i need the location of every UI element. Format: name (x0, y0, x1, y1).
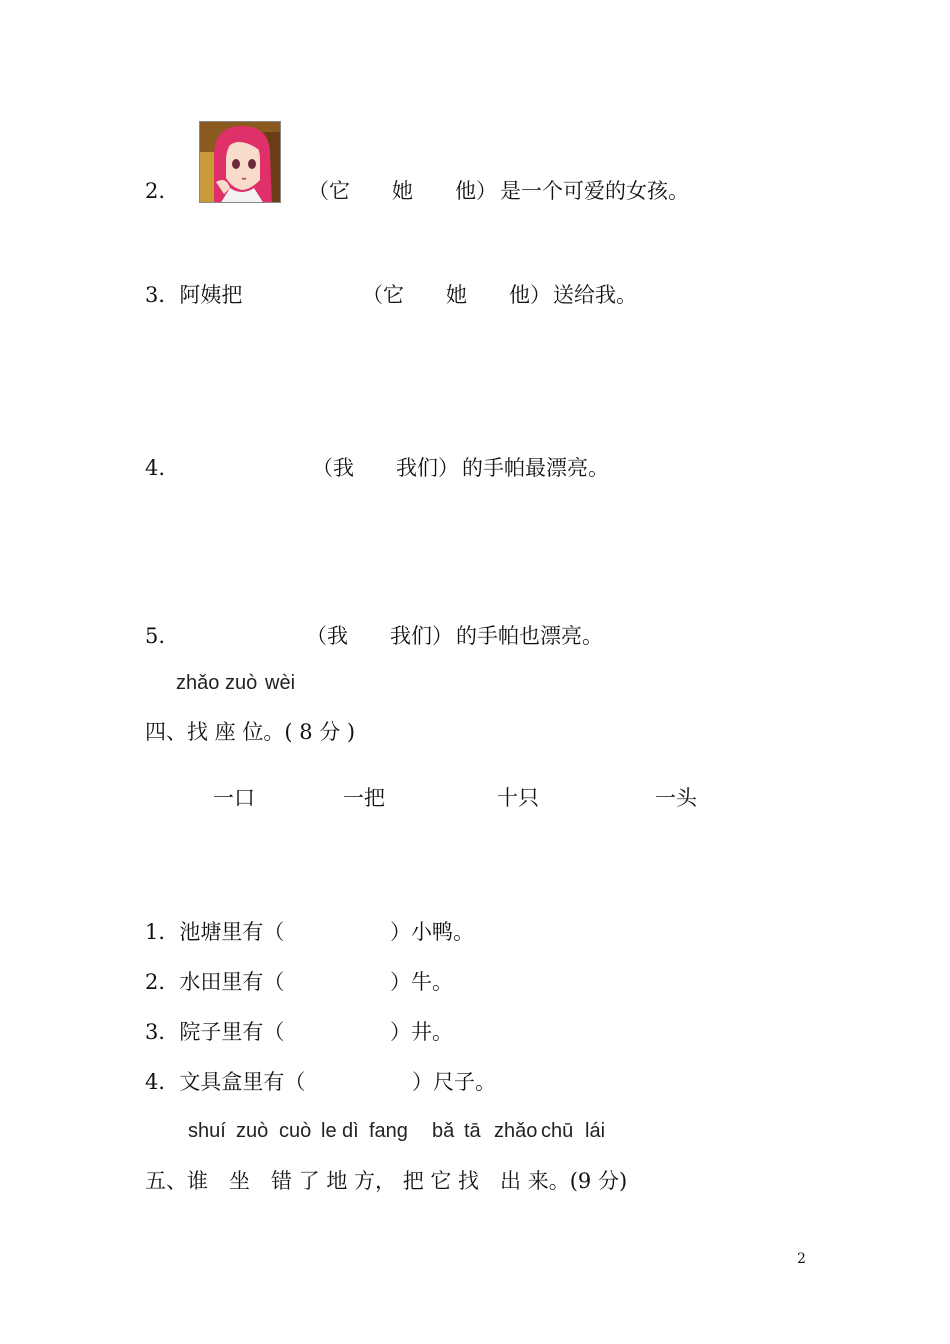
pinyin-syllable: bǎ (432, 1120, 455, 1142)
pinyin-syllable: fang (369, 1120, 408, 1142)
measure-word: 一口 (213, 786, 255, 810)
item-lead: 4．文具盒里有（ (145, 1070, 306, 1094)
pinyin-syllable: zhǎo (176, 672, 220, 694)
sentence-text: 是一个可爱的女孩。 (500, 179, 689, 203)
measure-word: 一把 (343, 786, 385, 810)
pronoun-options: （它 她 他） (308, 179, 497, 203)
item-tail: ）尺子。 (412, 1070, 496, 1094)
item-tail: ）小鸭。 (390, 920, 474, 944)
pinyin-syllable: shuí (188, 1120, 226, 1142)
measure-word: 十只 (497, 786, 539, 810)
sentence-text: 的手帕也漂亮。 (456, 624, 603, 648)
pinyin-syllable: zuò (225, 672, 258, 694)
pronoun-options: （我 我们） (312, 456, 459, 480)
pinyin-syllable: cuò (279, 1120, 312, 1142)
sentence-text: 送给我。 (553, 283, 637, 307)
item-lead: 2．水田里有（ (145, 970, 285, 994)
measure-word: 一头 (655, 786, 697, 810)
item-lead: 3．院子里有（ (145, 1020, 285, 1044)
page-number: 2 (797, 1251, 806, 1267)
item-tail: ）井。 (390, 1020, 453, 1044)
question-number: 5. (145, 624, 166, 648)
sentence-lead: 3．阿姨把 (145, 283, 243, 307)
question-number: 4. (145, 456, 166, 480)
pinyin-syllable: lái (585, 1120, 606, 1142)
pinyin-syllable: chū (541, 1120, 574, 1142)
item-tail: ）牛。 (390, 970, 453, 994)
girl-picture (199, 121, 281, 203)
pinyin-syllable: dì (342, 1120, 359, 1142)
pinyin-syllable: zhǎo (494, 1120, 538, 1142)
pinyin-syllable: zuò (236, 1120, 269, 1142)
pronoun-options: （它 她 他） (362, 283, 551, 307)
pinyin-syllable: tā (464, 1120, 481, 1142)
question-number: 2. (145, 179, 166, 203)
item-lead: 1．池塘里有（ (145, 920, 285, 944)
pronoun-options: （我 我们） (306, 624, 453, 648)
section-5-title: 五、谁 坐 错 了 地 方， 把 它 找 出 来。(9 分) (145, 1169, 628, 1193)
pinyin-syllable: wèi (265, 672, 296, 694)
sentence-text: 的手帕最漂亮。 (462, 456, 609, 480)
pinyin-syllable: le (321, 1120, 337, 1142)
section-4-title: 四、找 座 位。( 8 分 ) (145, 720, 356, 744)
